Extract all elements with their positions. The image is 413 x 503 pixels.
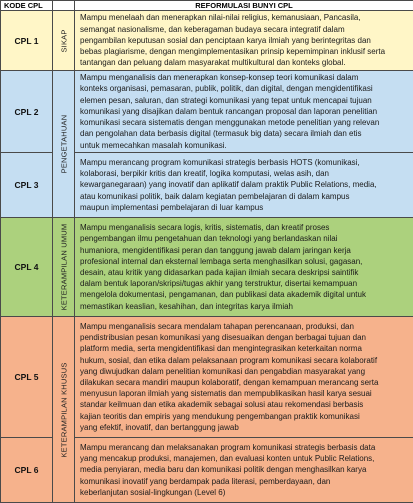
table-row xyxy=(1,218,413,317)
cpl-code: CPL 1 xyxy=(1,11,53,71)
cpl-code: CPL 6 xyxy=(1,438,53,503)
cpl-code: CPL 5 xyxy=(1,317,53,438)
table-row xyxy=(1,317,413,438)
group-label-pengetahuan xyxy=(53,71,75,218)
group-label-text: KETERAMPILAN UMUM xyxy=(59,224,68,311)
cpl-text: Mampu menganalisis dan menerapkan konsep-konsep teori komunikasi dalam konteks organisasi, pemasaran, publik, politik, dan digital, dengan mengidentifikasi elemen pesan, saluran, dan strategi komunikasi yang tepat untuk mencapai tujuan komunikasi yang disajikan dalam bentuk rancangan proposal dan laporan penelitian komunikasi secara sistematis dengan menggunakan metode penelitian yang relevan dan pengolahan data berbasis digital (termasuk big data) secara ilmiah dan etis untuk memecahkan masalah komunikasi. xyxy=(75,71,413,153)
cpl-code: CPL 4 xyxy=(1,218,53,317)
cpl-text: Mampu menelaah dan menerapkan nilai-nilai religius, kemanusiaan, Pancasila, semangat nasionalisme, dan keberagaman budaya secara integratif dalam pengambilan keputusan sosial dan penciptaan karya ilmiah yang berintegritas dan bebas plagiarisme, dengan mengimplementasikan prinsip kepemimpinan inklusif serta tantangan dan peluang dalam masyarakat multikultural dan konteks global. xyxy=(75,11,413,71)
table-row xyxy=(1,11,413,71)
table-header-row xyxy=(1,1,413,11)
group-label-keterampilan-umum xyxy=(53,218,75,317)
table-row xyxy=(1,71,413,153)
group-label-sikap xyxy=(53,11,75,71)
group-label-keterampilan-khusus xyxy=(53,317,75,503)
group-label-text: KETERAMPILAN KHUSUS xyxy=(59,362,68,457)
group-label-text: SIKAP xyxy=(59,29,68,52)
header-code: KODE CPL xyxy=(1,1,53,11)
header-reformulation: REFORMULASI BUNYI CPL xyxy=(75,1,413,11)
cpl-code: CPL 2 xyxy=(1,71,53,153)
cpl-code: CPL 3 xyxy=(1,153,53,218)
cpl-text: Mampu merancang dan melaksanakan program komunikasi strategis berbasis data yang mencakup produksi, manajemen, dan evaluasi konten untuk Public Relations, media penyiaran, media baru dan komunikasi politik dengan menghasilkan karya komunikasi inovatif yang berdampak pada literasi, pemberdayaan, dan keberlanjutan sosial-lingkungan (Level 6) xyxy=(75,438,413,503)
cpl-text: Mampu menganalisis secara logis, kritis, sistematis, dan kreatif proses pengembangan ilmu pengetahuan dan teknologi yang berlandaskan nilai humaniora, mengidentifikasi peran dan tanggung jawab dalam jaringan kerja profesional internal dan eksternal lembaga serta menghasilkan solusi, gagasan, desain, atau kritik yang didasarkan pada kajian ilmiah secara deskripsi saintifik dalam bentuk laporan/skripsi/tugas akhir yang terstruktur, disertai kemampuan mengelola dokumentasi, pengamanan, dan publikasi data akademik digital untuk memastikan keaslian, kesahihan, dan integritas karya ilmiah xyxy=(75,218,413,317)
group-label-text: PENGETAHUAN xyxy=(59,115,68,174)
cpl-text: Mampu menganalisis secara mendalam tahapan perencanaan, produksi, dan pendistribusian pesan komunikasi yang disesuaikan dengan berbagai tujuan dan platform media, serta mengidentifikasi dan mengintegrasikan keterkaitan norma hukum, sosial, dan etika dalam pelaksanaan program komunikasi secara kolaboratif yang diwujudkan dalam penelitian komunikasi dan pengabdian masyarakat yang dilakukan secara mandiri maupun kolaboratif, dengan kemampuan merancang serta menyusun laporan ilmiah yang sistematis dan mempublikasikan hasil karya sesuai standar keilmuan dan etika akademik sebagai solusi atau rekomendasi berbasis kajian teoritis dan empiris yang mendukung pengembangan praktik komunikasi yang efektif, inovatif, dan bertanggung jawab xyxy=(75,317,413,438)
header-spacer xyxy=(53,1,75,11)
cpl-text: Mampu merancang program komunikasi strategis berbasis HOTS (komunikasi, kolaborasi, berpikir kritis dan kreatif, logika komputasi, welas asih, dan kewarganegaraan) yang inovatif dan aplikatif dalam praktik Public Relations, media, atau komunikasi politik, baik dalam kegiatan pembelajaran di dalam kampus maupun implementasi pembelajaran di luar kampus xyxy=(75,153,413,218)
